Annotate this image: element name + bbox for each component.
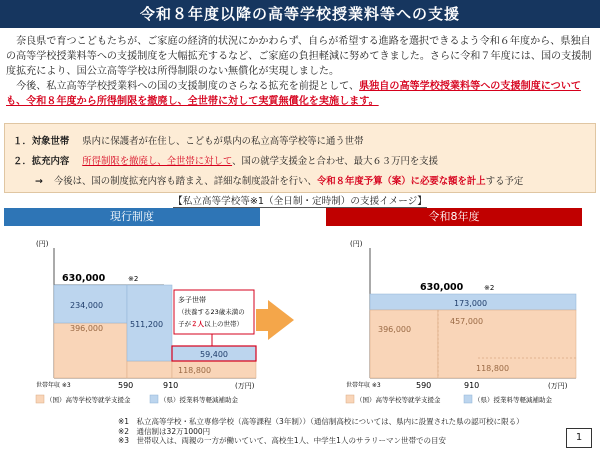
intro-text (6, 34, 594, 109)
current-system-header: 現行制度 (4, 208, 260, 226)
r8-system-chart (326, 228, 586, 408)
panel-title: 【私立高等学校等※1（全日制・定時制）の支援イメージ】 (0, 193, 600, 208)
callout-line-2: （扶養する23歳未満の (178, 308, 245, 316)
future-arrow: → (35, 176, 43, 187)
callout-line-1: 多子世帯 (178, 296, 206, 304)
r8-system-header: 令和8年度 (326, 208, 582, 226)
future-tail: する予定 (485, 176, 524, 187)
current-system-chart (4, 228, 264, 408)
expansion-label: ２．拡充内容 (13, 156, 70, 167)
intro-paragraph-2 (6, 79, 594, 109)
footnote-2: ※2 通信制は32万1000円 (118, 426, 211, 436)
national-bar-mid (127, 361, 172, 378)
page-title: 令和８年度以降の高等学校授業料等への支援 (0, 0, 600, 28)
legend-swatch-national (36, 395, 44, 403)
legend-swatch-prefecture (150, 395, 158, 403)
y-unit-label: (円) (350, 240, 363, 248)
total-label: 630,000 (62, 273, 106, 284)
footnote-1: ※1 私立高等学校・私立専修学校（高等課程（3年制））（通信制高校については、県内に設置された県の認可校に限る） (118, 417, 524, 426)
national-bar-low (370, 310, 438, 378)
legend-label-prefecture: （県）授業料等軽減補助金 (160, 396, 238, 404)
value-label-511200: 511,200 (130, 320, 164, 329)
summary-box (4, 123, 596, 193)
expansion-red-text: 所得制限を撤廃し、全世帯に対して (82, 156, 233, 167)
target-label: １．対象世帯 (13, 136, 70, 147)
intro-p2-lead: 今後、私立高等学校授業料への国の支援制度のさらなる拡充を前提として、 (16, 81, 360, 92)
x-axis-label: 世帯年収 ※3 (346, 382, 381, 389)
legend-label-national: （国）高等学校等就学支援金 (356, 396, 441, 404)
legend-swatch-national (346, 395, 354, 403)
transition-arrow-icon (268, 300, 294, 340)
value-label-118800: 118,800 (476, 364, 510, 373)
x-tick-910: 910 (163, 381, 179, 390)
intro-p2-emphasis: 県独自の高等学校授業料等への支援制度についても、令和８年度から所得制限を撤廃し、全世帯に対して実質無償化を実施します。 (6, 81, 581, 107)
target-text: 県内に保護者が在住し、こどもが県内の私立高等学校等に通う世帯 (82, 136, 364, 147)
summary-row-future (35, 173, 523, 187)
value-label-457000: 457,000 (450, 317, 484, 326)
x-unit-label: (万円) (235, 382, 255, 390)
expansion-text: 、国の就学支援金と合わせ、最大６３万円を支援 (232, 156, 439, 167)
page-number: 1 (566, 428, 592, 448)
x-tick-590: 590 (416, 381, 432, 390)
x-unit-label: (万円) (548, 382, 568, 390)
value-label-118800: 118,800 (178, 366, 212, 375)
footnotes (118, 417, 524, 446)
total-note: ※2 (484, 284, 495, 292)
y-unit-label: (円) (36, 240, 49, 248)
x-axis-label: 世帯年収 ※3 (36, 382, 71, 389)
intro-paragraph-1: 奈良県で育つこどもたちが、ご家庭の経済的状況にかかわらず、自らが希望する進路を選択できるよう令和６年度から、県独自の高等学校授業料等への支援制度を大幅拡充するなど、ご家庭の負担軽減に努めてきました。さらに令和７年度には、国の支援制度拡充により、国公立高等学校は所得制限のない無償化が実現しました。 (6, 36, 592, 77)
total-note: ※2 (128, 275, 139, 283)
summary-row-expansion (13, 153, 438, 167)
x-tick-590: 590 (118, 381, 134, 390)
future-red-text: 令和８年度予算（案）に必要な額を計上 (316, 176, 486, 187)
x-tick-910: 910 (464, 381, 480, 390)
summary-row-target (13, 133, 364, 147)
value-label-396000: 396,000 (378, 325, 412, 334)
legend-label-national: （国）高等学校等就学支援金 (46, 396, 131, 404)
future-lead: 今後は、国の制度拡充内容も踏まえ、詳細な制度設計を行い、 (53, 176, 317, 187)
value-label-173000: 173,000 (454, 299, 488, 308)
footnote-3: ※3 世帯収入は、両親の一方が働いていて、高校生1人、中学生1人のサラリーマン世帯での目安 (118, 436, 446, 445)
total-label: 630,000 (420, 282, 464, 293)
value-label-234000: 234,000 (70, 301, 104, 310)
value-label-396000: 396,000 (70, 324, 104, 333)
legend-swatch-prefecture (464, 395, 472, 403)
value-label-59400: 59,400 (200, 350, 228, 359)
callout-line-3: 子が２人以上の世帯） (178, 320, 243, 328)
legend-label-prefecture: （県）授業料等軽減補助金 (474, 396, 552, 404)
